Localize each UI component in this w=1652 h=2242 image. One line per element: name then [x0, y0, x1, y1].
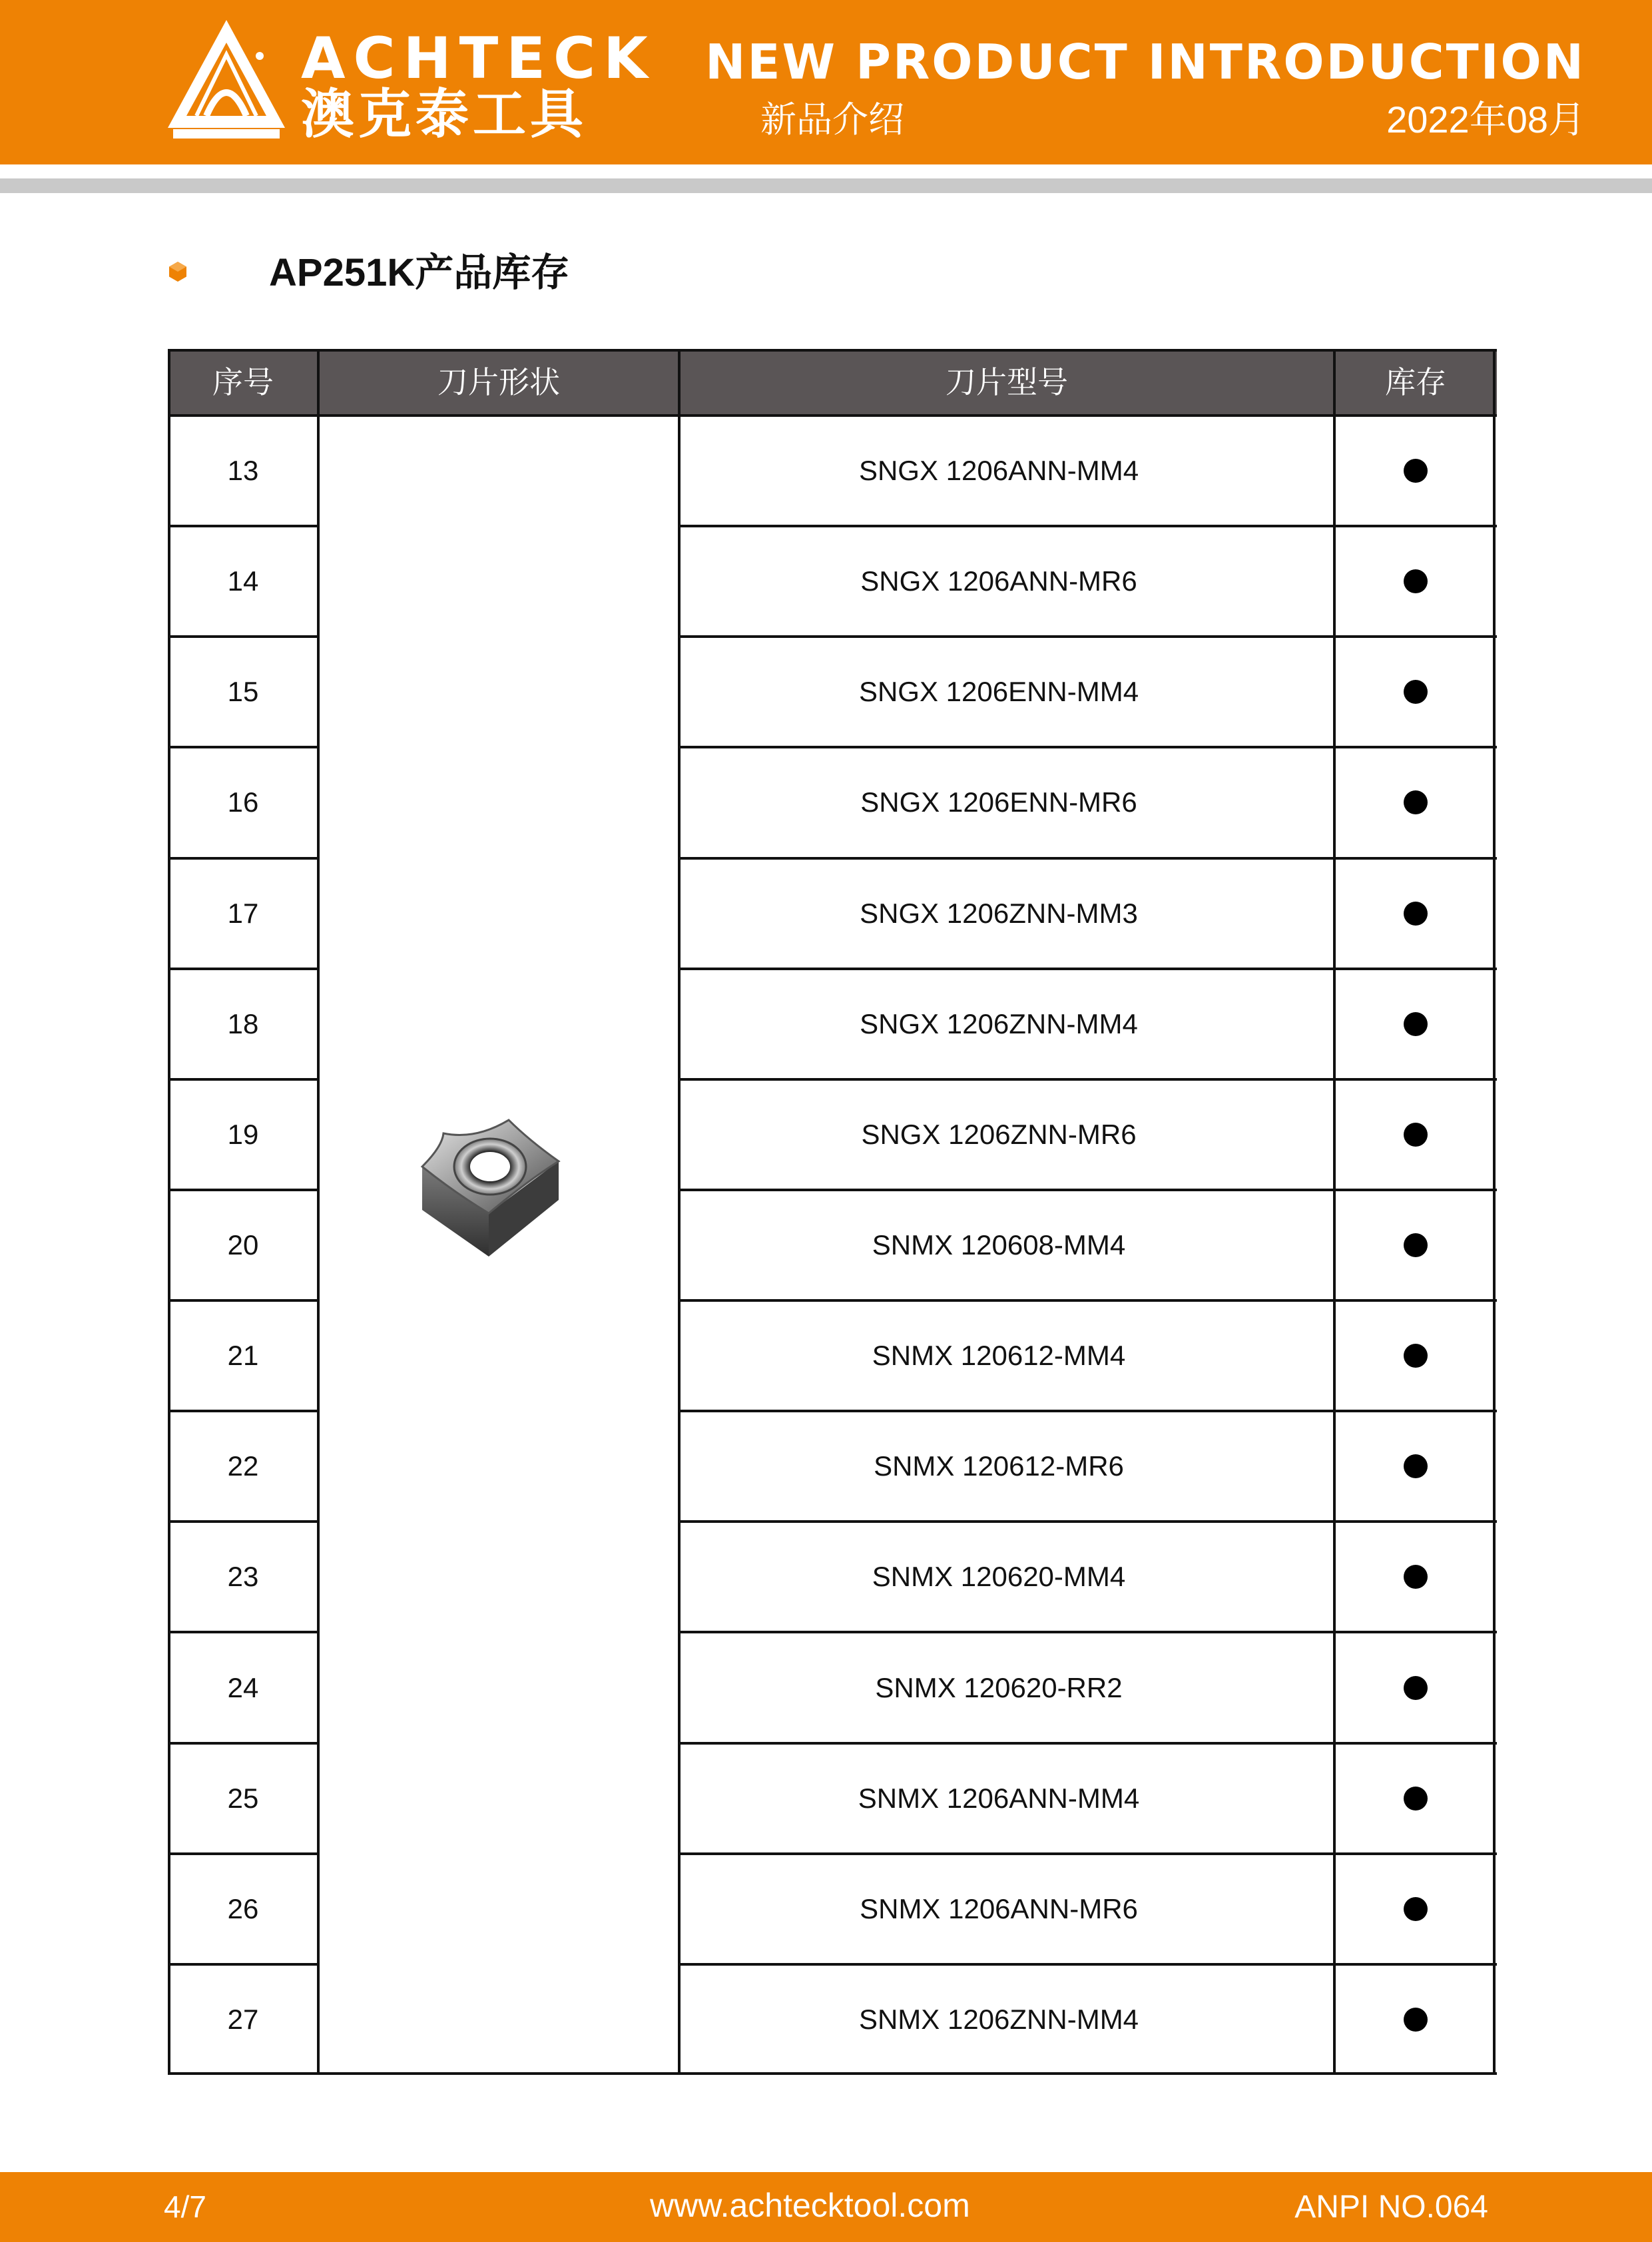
- page-footer: [0, 2172, 1652, 2242]
- row-number: 26: [227, 1892, 259, 1924]
- table-border: [168, 2072, 1497, 2075]
- document-number: ANPI NO.064: [1294, 2189, 1488, 2225]
- row-model: SNMX 1206ANN-MM4: [858, 1782, 1140, 1814]
- stock-indicator-icon: [1404, 1233, 1428, 1257]
- table-border: [168, 414, 1497, 417]
- row-divider: [168, 1742, 318, 1745]
- row-divider: [168, 1299, 318, 1302]
- row-number: 24: [227, 1671, 259, 1703]
- row-model: SNMX 1206ZNN-MM4: [858, 2003, 1139, 2035]
- row-number: 27: [227, 2003, 259, 2035]
- company-logo: [160, 16, 656, 145]
- header-subtitle: 新品介绍: [760, 100, 904, 140]
- row-divider: [168, 635, 318, 638]
- row-divider: [168, 746, 318, 748]
- stock-indicator-icon: [1404, 1012, 1428, 1036]
- header-stock: 库存: [1385, 365, 1446, 400]
- row-divider: [679, 1410, 1497, 1412]
- row-divider: [168, 1631, 318, 1633]
- row-divider: [679, 1742, 1497, 1745]
- header-title: NEW PRODUCT INTRODUCTION: [705, 34, 1585, 90]
- column-divider: [317, 349, 320, 2075]
- stock-indicator-icon: [1404, 790, 1428, 814]
- row-model: SNMX 120620-MM4: [872, 1561, 1126, 1593]
- stock-indicator-icon: [1404, 1123, 1428, 1147]
- logo-english-name: ACHTECK: [301, 25, 656, 92]
- row-number: 23: [227, 1561, 259, 1593]
- row-divider: [679, 746, 1497, 748]
- row-divider: [679, 1963, 1497, 1966]
- hexagon-bullet-icon: [169, 262, 186, 282]
- row-divider: [168, 968, 318, 970]
- stock-indicator-icon: [1404, 1897, 1428, 1921]
- row-divider: [679, 1078, 1497, 1081]
- row-divider: [168, 1852, 318, 1855]
- section-title: AP251K产品库存: [269, 251, 570, 294]
- row-divider: [679, 1189, 1497, 1191]
- stock-indicator-icon: [1404, 1565, 1428, 1589]
- row-number: 22: [227, 1450, 259, 1482]
- stock-indicator-icon: [1404, 902, 1428, 926]
- row-number: 17: [227, 897, 259, 929]
- column-divider: [678, 349, 681, 2075]
- inventory-table: [168, 349, 1497, 2075]
- row-divider: [679, 857, 1497, 860]
- page-number: 4/7: [164, 2189, 206, 2224]
- eagle-logo-icon: [160, 16, 293, 142]
- column-divider: [1493, 349, 1496, 2075]
- row-divider: [679, 635, 1497, 638]
- header-shape: 刀片形状: [437, 365, 560, 400]
- row-divider: [679, 1631, 1497, 1633]
- row-model: SNGX 1206ENN-MM4: [858, 676, 1139, 708]
- row-model: SNGX 1206ZNN-MM4: [860, 1007, 1138, 1039]
- logo-chinese-name: 澳克泰工具: [301, 83, 587, 145]
- row-number: 14: [227, 565, 259, 597]
- stock-indicator-icon: [1404, 1454, 1428, 1478]
- header-divider: [0, 178, 1652, 193]
- row-number: 21: [227, 1340, 259, 1372]
- row-divider: [679, 1299, 1497, 1302]
- stock-indicator-icon: [1404, 459, 1428, 483]
- row-divider: [679, 525, 1497, 527]
- page-header: [0, 0, 1652, 164]
- row-divider: [168, 525, 318, 527]
- row-divider: [679, 1852, 1497, 1855]
- row-number: 16: [227, 786, 259, 818]
- stock-indicator-icon: [1404, 1344, 1428, 1368]
- row-divider: [168, 1963, 318, 1966]
- stock-indicator-icon: [1404, 1787, 1428, 1811]
- row-number: 18: [227, 1007, 259, 1039]
- header-no: 序号: [212, 365, 274, 400]
- stock-indicator-icon: [1404, 569, 1428, 593]
- stock-indicator-icon: [1404, 680, 1428, 704]
- row-divider: [168, 1189, 318, 1191]
- header-model: 刀片型号: [946, 365, 1068, 400]
- square-insert-image: [402, 1100, 569, 1266]
- row-number: 25: [227, 1782, 259, 1814]
- row-number: 13: [227, 455, 259, 487]
- table-header-row: [168, 349, 1497, 416]
- row-model: SNGX 1206ANN-MR6: [860, 565, 1137, 597]
- row-divider: [168, 857, 318, 860]
- column-divider: [1333, 349, 1336, 2075]
- row-model: SNGX 1206ENN-MR6: [860, 786, 1137, 818]
- row-model: SNMX 120612-MM4: [872, 1340, 1126, 1372]
- row-divider: [679, 1520, 1497, 1523]
- row-model: SNMX 120620-RR2: [875, 1671, 1123, 1703]
- table-border: [168, 349, 1497, 352]
- website-link[interactable]: www.achtecktool.com: [650, 2187, 970, 2224]
- row-divider: [168, 1078, 318, 1081]
- row-model: SNMX 120612-MR6: [874, 1450, 1124, 1482]
- row-model: SNGX 1206ZNN-MR6: [861, 1118, 1137, 1150]
- row-divider: [168, 1410, 318, 1412]
- row-divider: [168, 1520, 318, 1523]
- row-model: SNGX 1206ANN-MM4: [858, 455, 1139, 487]
- row-number: 19: [227, 1118, 259, 1150]
- header-date: 2022年08月: [1386, 99, 1585, 140]
- column-divider: [168, 349, 170, 2075]
- row-number: 15: [227, 676, 259, 708]
- row-model: SNMX 120608-MM4: [872, 1229, 1126, 1261]
- row-model: SNMX 1206ANN-MR6: [860, 1892, 1138, 1924]
- stock-indicator-icon: [1404, 2008, 1428, 2032]
- row-number: 20: [227, 1229, 259, 1261]
- stock-indicator-icon: [1404, 1676, 1428, 1700]
- row-divider: [679, 968, 1497, 970]
- row-model: SNGX 1206ZNN-MM3: [860, 897, 1138, 929]
